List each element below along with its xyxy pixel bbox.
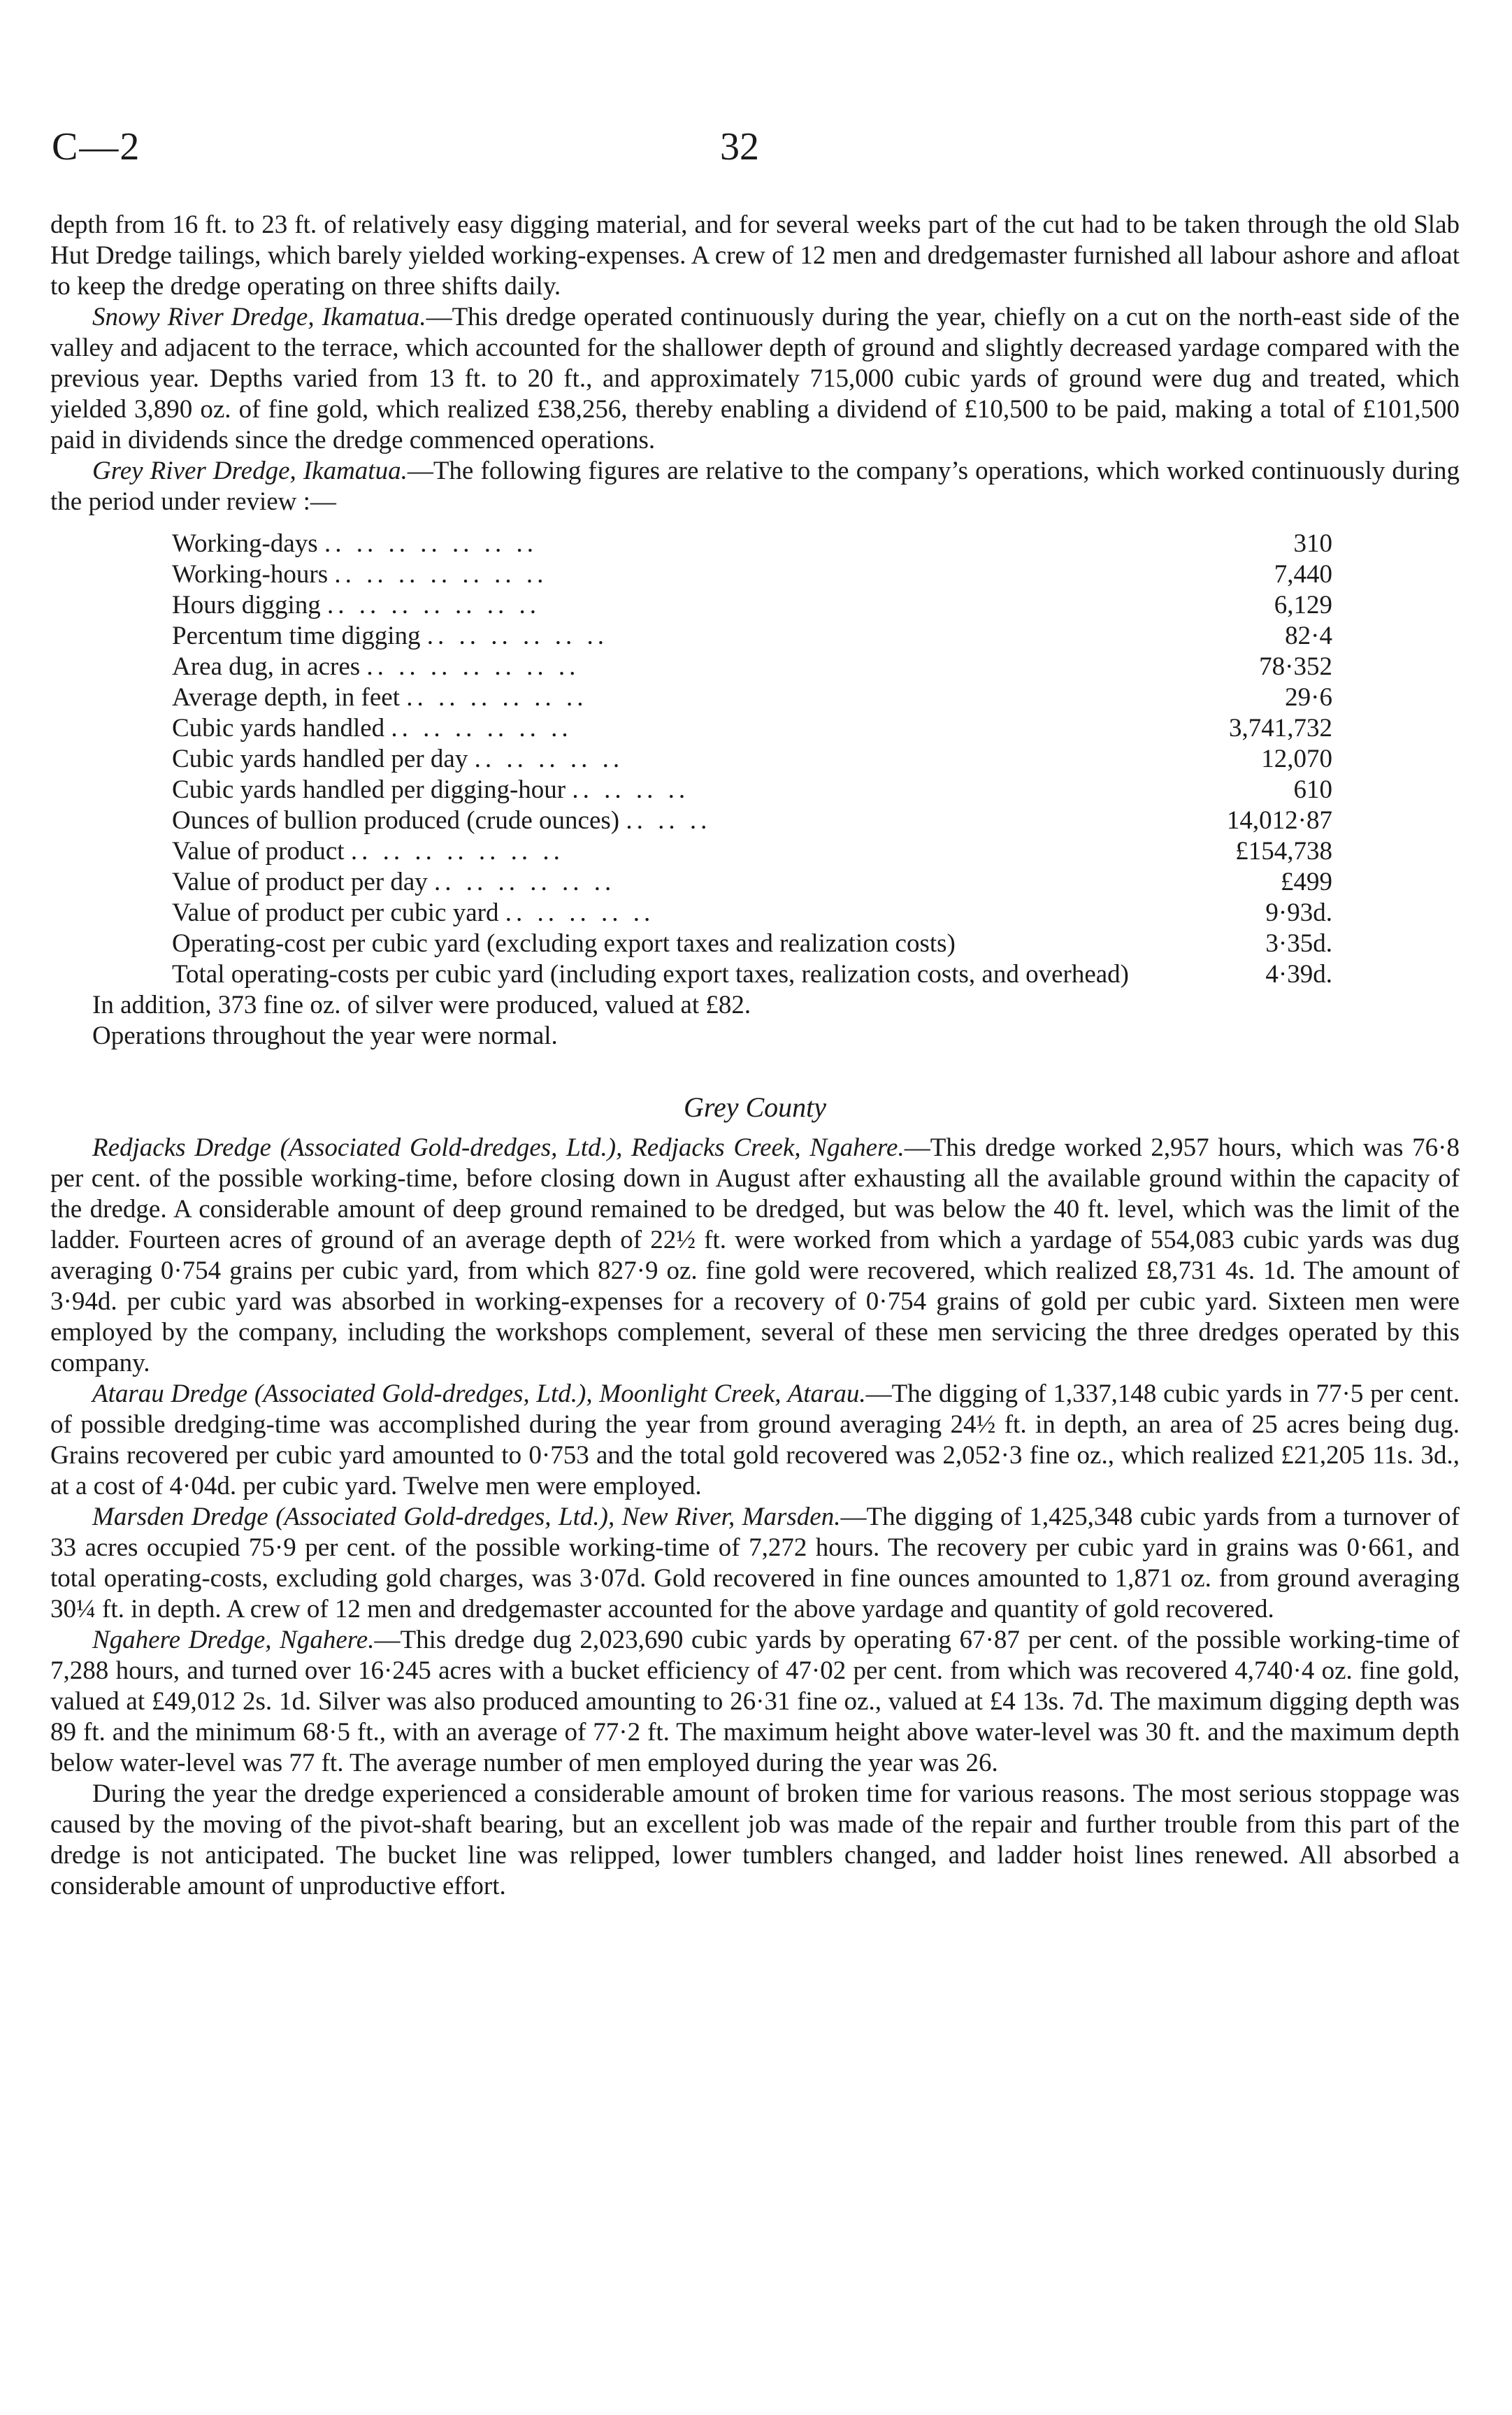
paragraph: During the year the dredge experienced a considerable amount of broken time for various reasons. The most serious stoppage was caused by the moving of the pivot-shaft bearing, but an excellent job was made of the repair and further trouble from this part of the dredge is not anticipated. The bucket line was relipped, lower tumblers changed, and ladder hoist lines renewed. All absorbed a considerable amount of unproductive effort.: [50, 1779, 1460, 1900]
row-value: 7,440: [1274, 560, 1332, 589]
row-value: 3·35d.: [1265, 929, 1332, 958]
paragraph-heading: Grey River Dredge, Ikamatua.: [92, 457, 408, 485]
paragraph: [50, 1379, 1460, 1502]
table-row: [50, 959, 1460, 990]
row-label: Cubic yards handled per day: [172, 745, 468, 773]
row-label: Hours digging: [172, 591, 321, 619]
paragraph-text: —This dredge dug 2,023,690 cubic yards by operating 67·87 per cent. of the possible working-time of 7,288 hours, and turned over 16·245 acres with a bucket efficiency of 47·02 per cent. from which was recovered 4,740·4 oz. fine gold, valued at £49,012 2s. 1d. Silver was also produced amounting to 26·31 fine oz., valued at £4 13s. 7d. The maximum digging depth was 89 ft. and the minimum 68·5 ft., with an average of 77·2 ft. The maximum height above water-level was 30 ft. and the maximum depth below water-level was 77 ft. The average number of men employed during the year was 26.: [50, 1626, 1460, 1777]
row-label: Operating-cost per cubic yard (excluding export taxes and realization costs): [172, 929, 956, 958]
row-value: 14,012·87: [1226, 806, 1332, 835]
row-label: Working-days: [172, 529, 318, 558]
row-label: Area dug, in acres: [172, 652, 361, 681]
paragraph-heading: Atarau Dredge (Associated Gold-dredges, Ltd.), Moonlight Creek, Atarau.: [92, 1380, 866, 1408]
row-value: 3,741,732: [1229, 714, 1332, 743]
row-value: £154,738: [1235, 837, 1332, 866]
paragraph-heading: Marsden Dredge (Associated Gold-dredges, Ltd.), New River, Marsden.: [92, 1503, 841, 1531]
paragraph: [50, 1502, 1460, 1625]
paragraph: [50, 1625, 1460, 1779]
paragraph-heading: Ngahere Dredge, Ngahere.: [92, 1626, 375, 1654]
paragraph-text: —The following figures are relative to the company’s operations, which worked continuously during the period under review :—: [50, 457, 1460, 516]
row-label: Cubic yards handled: [172, 714, 385, 743]
row-label: Value of product per cubic yard: [172, 898, 499, 927]
page-number: 32: [720, 125, 759, 169]
row-label: Working-hours: [172, 560, 329, 589]
table-row: Working-hours .. .. .. .. .. .. .. 7,440: [50, 559, 1460, 590]
row-value: 29·6: [1285, 683, 1332, 712]
paragraph: Operations throughout the year were normal.: [92, 1022, 558, 1050]
row-label: Percentum time digging: [172, 622, 421, 650]
table-row: Value of product .. .. .. .. .. .. .. £154,738: [50, 836, 1460, 867]
paragraph: [50, 456, 1460, 517]
paragraph-heading: Redjacks Dredge (Associated Gold-dredges, Ltd.), Redjacks Creek, Ngahere.: [92, 1133, 905, 1162]
table-row: Percentum time digging .. .. .. .. .. .. 82·4: [50, 621, 1460, 652]
row-value: 6,129: [1274, 591, 1332, 619]
row-value: 610: [1293, 775, 1332, 804]
table-row: Cubic yards handled per digging-hour .. .. .. .. 610: [50, 775, 1460, 805]
table-row: Value of product per day .. .. .. .. .. .. £499: [50, 867, 1460, 898]
row-label: Total operating-costs per cubic yard (including export taxes, realization costs, and overhead): [172, 960, 1129, 989]
paragraph: In addition, 373 fine oz. of silver were produced, valued at £82.: [92, 991, 751, 1019]
paragraph: depth from 16 ft. to 23 ft. of relatively easy digging material, and for several weeks part of the cut had to be taken through the old Slab Hut Dredge tailings, which barely yielded working-expenses. A crew of 12 men and dredgemaster furnished all labour ashore and afloat to keep the dredge operating on three shifts daily.: [50, 210, 1460, 301]
table-row: Value of product per cubic yard .. .. .. .. .. 9·93d.: [50, 898, 1460, 929]
row-value: 82·4: [1285, 622, 1332, 650]
row-value: 9·93d.: [1265, 898, 1332, 927]
row-label: Ounces of bullion produced (crude ounces): [172, 806, 620, 835]
table-row: Working-days .. .. .. .. .. .. .. 310: [50, 529, 1460, 559]
document-body: [50, 210, 1460, 1902]
section-heading: Grey County: [683, 1091, 827, 1123]
row-value: 78·352: [1259, 652, 1332, 681]
row-label: Cubic yards handled per digging-hour: [172, 775, 566, 804]
table-row: Cubic yards handled per day .. .. .. .. .. 12,070: [50, 744, 1460, 775]
row-label: Average depth, in feet: [172, 683, 400, 712]
paragraph: [50, 302, 1460, 456]
row-label: Value of product: [172, 837, 345, 866]
table-row: Ounces of bullion produced (crude ounces) .. .. .. 14,012·87: [50, 805, 1460, 836]
paragraph-heading: Snowy River Dredge, Ikamatua.: [92, 303, 426, 331]
row-value: 4·39d.: [1265, 960, 1332, 989]
table-row: Average depth, in feet .. .. .. .. .. .. 29·6: [50, 682, 1460, 713]
operations-table: [50, 529, 1460, 990]
paragraph-text: —This dredge operated continuously during the year, chiefly on a cut on the north-east side of the valley and adjacent to the terrace, which accounted for the shallower depth of ground and slightly decreased yardage compared with the previous year. Depths varied from 13 ft. to 20 ft., and approximately 715,000 cubic yards of ground were dug and treated, which yielded 3,890 oz. of fine gold, which realized £38,256, thereby enabling a dividend of £10,500 to be paid, making a total of £101,500 paid in dividends since the dredge commenced operations.: [50, 303, 1460, 454]
table-row: Hours digging .. .. .. .. .. .. .. 6,129: [50, 590, 1460, 621]
row-value: 12,070: [1261, 745, 1332, 773]
paragraph-text: —This dredge worked 2,957 hours, which was 76·8 per cent. of the possible working-time, before closing down in August after exhausting all the available ground within the capacity of the dredge. A considerable amount of deep ground remained to be dredged, but was below the 40 ft. level, which was the limit of the ladder. Fourteen acres of ground of an average depth of 22½ ft. were worked from which a yardage of 554,083 cubic yards was dug averaging 0·754 grains per cubic yard, from which 827·9 oz. fine gold were recovered, which realized £8,731 4s. 1d. The amount of 3·94d. per cubic yard was absorbed in working-expenses for a recovery of 0·754 grains of gold per cubic yard. Sixteen men were employed by the company, including the workshops complement, several of these men servicing the three dredges operated by this company.: [50, 1133, 1460, 1377]
table-row: [50, 929, 1460, 959]
row-value: £499: [1281, 868, 1332, 896]
page-section-code: C—2: [52, 125, 141, 169]
row-value: 310: [1293, 529, 1332, 558]
table-row: Area dug, in acres .. .. .. .. .. .. .. 78·352: [50, 652, 1460, 682]
paragraph-text: —The digging of 1,337,148 cubic yards in 77·5 per cent. of possible dredging-time was accomplished during the year from ground averaging 24½ ft. in depth, an area of 25 acres being dug. Grains recovered per cubic yard amounted to 0·753 and the total gold recovered was 2,052·3 fine oz., which realized £21,205 11s. 3d., at a cost of 4·04d. per cubic yard. Twelve men were employed.: [50, 1380, 1460, 1500]
paragraph-text: —The digging of 1,425,348 cubic yards from a turnover of 33 acres occupied 75·9 per cent. of the possible working-time of 7,272 hours. The recovery per cubic yard in grains was 0·661, and total operating-costs, excluding gold charges, was 3·07d. Gold recovered in fine ounces amounted to 1,871 oz. from ground averaging 30¼ ft. in depth. A crew of 12 men and dredgemaster accounted for the above yardage and quantity of gold recovered.: [50, 1503, 1460, 1624]
paragraph: [50, 1133, 1460, 1379]
row-label: Value of product per day: [172, 868, 428, 896]
table-row: Cubic yards handled .. .. .. .. .. .. 3,741,732: [50, 713, 1460, 744]
